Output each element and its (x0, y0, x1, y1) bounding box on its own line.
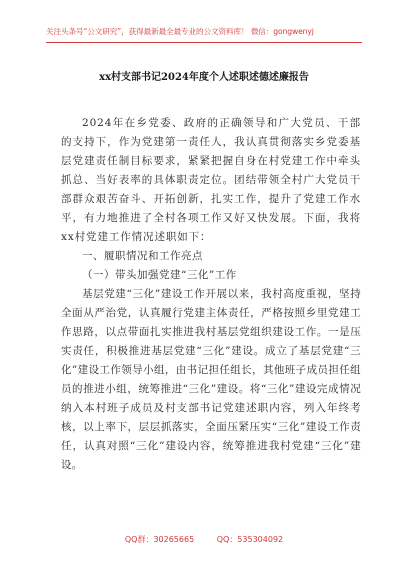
footer-contact (0, 534, 408, 545)
header-banner: 关注头条号“公文研究”，获得最新最全最专业的公文资料库！ 微信：gongwenyj (46, 27, 314, 36)
document-body (61, 114, 361, 475)
document-title: xx村支部书记2024年度个人述职述德述廉报告 (99, 72, 309, 83)
header-divider (46, 42, 362, 43)
body-paragraph: 基层党建“三化”建设工作开展以来，我村高度重视，坚持全面从严治党，认真履行党建主体责任，严格按照乡里党建工作思路，以点带面扎实推进我村基层党组织建设工作。一是压实责任，积极推进基层党建“三化”建设。成立了基层党建“三化”建设工作领导小组，由书记担任组长，其他班子成员担任组员的推进小组，统筹推进“三化”建设。将“三化”建设完成情况纳入本村班子成员及村支部书记党建述职内容，列入年终考核，以上率下，层层抓落实，全面压紧压实“三化”建设工作责任，认真对照“三化”建设内容，统筹推进我村党建“三化”建设。 (61, 288, 361, 471)
subsection-heading: （一）带头加强党建“三化”工作 (82, 269, 237, 281)
intro-paragraph: 2024年在乡党委、政府的正确领导和广大党员、干部的支持下，作为党建第一责任人，我认真贯彻落实乡党委基层党建责任制目标要求，紧紧把握自身在村党建工作中牵头抓总、当好表率的具体职责定位。团结带领全村广大党员干部群众艰苦奋斗、开拓创新，扎实工作，提升了党建工作水平，有力地推进了全村各项工作又好又快发展。下面，我将xx村党建工作情况述职如下： (61, 117, 361, 243)
footer-qq: QQ：535304092 (216, 535, 284, 544)
section-heading: 一、履职情况和工作亮点 (82, 250, 203, 262)
footer-qq-group: QQ群：30265665 (124, 535, 195, 544)
